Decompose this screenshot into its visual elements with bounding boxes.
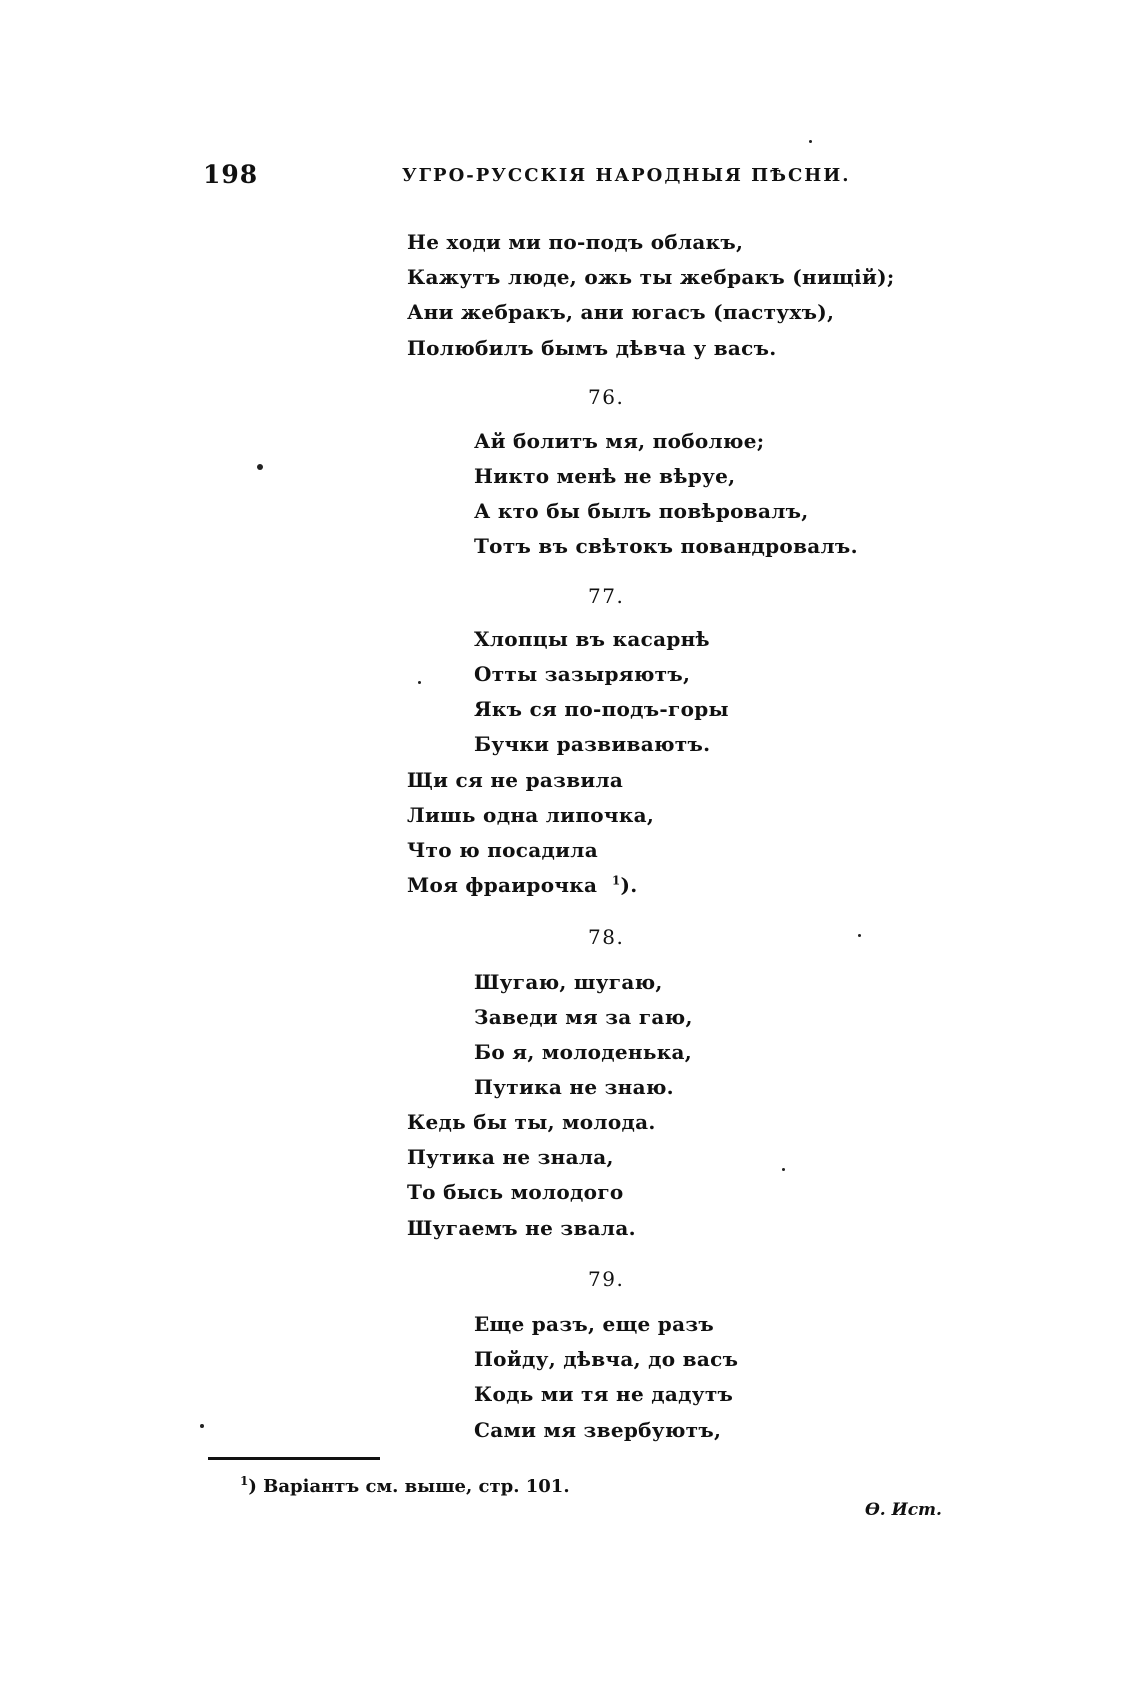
- verse-line: Что ю посадила: [407, 838, 598, 862]
- footnote-marker: 1: [240, 1474, 249, 1488]
- scan-speck: [858, 934, 861, 937]
- verse-line: Ани жебракъ, ани югасъ (пастухъ),: [407, 300, 835, 324]
- verse-line: Шугаю, шугаю,: [474, 970, 663, 994]
- verse-line: Никто менѣ не вѣруе,: [474, 464, 736, 488]
- footnote-rule: [208, 1457, 380, 1460]
- verse-line: А кто бы былъ повѣровалъ,: [474, 499, 809, 523]
- verse-line: Кодь ми тя не дадутъ: [474, 1382, 734, 1406]
- scan-speck: [782, 1168, 785, 1171]
- verse-line: Кажутъ люде, ожь ты жебракъ (нищій);: [407, 265, 895, 289]
- verse-line: Отты зазыряютъ,: [474, 662, 691, 686]
- scan-speck: [809, 140, 812, 143]
- verse-line: Щи ся не развила: [407, 768, 624, 792]
- verse-line: Сами мя звербуютъ,: [474, 1418, 722, 1442]
- verse-text: Моя фраирочка: [407, 873, 598, 897]
- verse-line: Еще разъ, еще разъ: [474, 1312, 715, 1336]
- verse-line: То бысь молодого: [407, 1180, 624, 1204]
- song-number: 78.: [588, 925, 625, 949]
- verse-line: Путика не знала,: [407, 1145, 614, 1169]
- verse-line: Не ходи ми по-подъ облакъ,: [407, 230, 744, 254]
- song-number: 76.: [588, 385, 625, 409]
- verse-line: Хлопцы въ касарнѣ: [474, 627, 710, 651]
- verse-line: Якъ ся по-подъ-горы: [474, 697, 729, 721]
- footnote: [240, 1474, 570, 1497]
- scan-speck: [200, 1424, 204, 1428]
- verse-line: Бо я, молоденька,: [474, 1040, 692, 1064]
- song-number: 77.: [588, 584, 625, 608]
- verse-line: Бучки развиваютъ.: [474, 732, 711, 756]
- verse-line: Кедь бы ты, молода.: [407, 1110, 656, 1134]
- verse-line: Лишь одна липочка,: [407, 803, 655, 827]
- verse-line: Полюбилъ бымъ дѣвча у васъ.: [407, 336, 777, 360]
- verse-line: Заведи мя за гаю,: [474, 1005, 693, 1029]
- verse-closing: ).: [620, 873, 638, 897]
- running-title: УГРО-РУССКІЯ НАРОДНЫЯ ПѢСНИ.: [402, 165, 851, 186]
- verse-line: Тотъ въ свѣтокъ повандровалъ.: [474, 534, 858, 558]
- verse-line: Ай болитъ мя, поболюе;: [474, 429, 765, 453]
- verse-line: Шугаемъ не звала.: [407, 1216, 636, 1240]
- footnote-reference: 1: [611, 873, 621, 888]
- page-number: 198: [203, 160, 259, 189]
- song-number: 79.: [588, 1267, 625, 1291]
- scan-speck: [257, 464, 263, 470]
- verse-line: Путика не знаю.: [474, 1075, 674, 1099]
- verse-line-with-footnote: [407, 873, 638, 897]
- printer-mark: Ѳ. Ист.: [865, 1500, 942, 1520]
- verse-line: Пойду, дѣвча, до васъ: [474, 1347, 739, 1371]
- footnote-text: ) Варіантъ см. выше, стр. 101.: [248, 1476, 570, 1497]
- scan-speck: [418, 681, 421, 684]
